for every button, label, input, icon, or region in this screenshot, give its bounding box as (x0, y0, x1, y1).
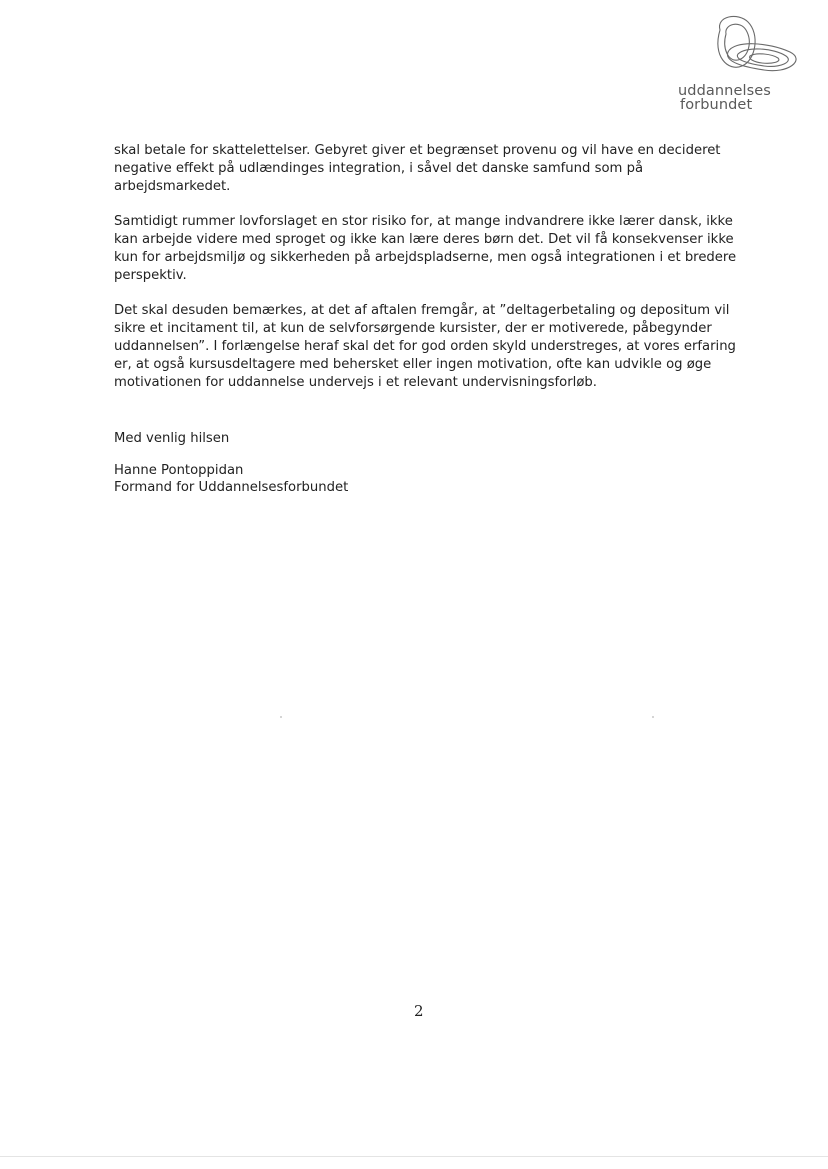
letter-body (114, 142, 754, 409)
signatory-title: Formand for Uddannelsesforbundet (114, 480, 349, 495)
signatory-name: Hanne Pontoppidan (114, 463, 244, 478)
uddannelsesforbundet-logo (672, 12, 802, 116)
paragraph-3: Det skal desuden bemærkes, at det af aftalen fremgår, at ”deltagerbetaling og depositum vil sikre et incitament til, at kun de selvforsørgende kursister, der er motiverede, påbegynder uddannelsen”. I forlængelse heraf skal det for god orden skyld understreges, at vores erfaring er, at også kursusdeltagere med behersket eller ingen motivation, ofte kan udvikle og øge motivationen for uddannelse undervejs i et relevant undervisningsforløb. (114, 303, 736, 390)
logo-text-line-2: forbundet (680, 97, 753, 113)
logo-swirl-icon (698, 12, 800, 84)
page-number: 2 (414, 1002, 424, 1020)
paragraph-1: skal betale for skattelettelser. Gebyret giver et begrænset provenu og vil have en decideret negative effekt på udlændinges integration, i såvel det danske samfund som på arbejdsmarkedet. (114, 143, 721, 194)
closing-greeting: Med venlig hilsen (114, 431, 230, 446)
letter-closing (114, 430, 348, 496)
logo-text-line-1: uddannelses (678, 83, 771, 99)
paragraph-2: Samtidigt rummer lovforslaget en stor risiko for, at mange indvandrere ikke lærer dansk, ikke kan arbejde videre med sproget og ikke kan lære deres børn det. Det vil få konsekvenser ikke kun for arbejdsmiljø og sikkerheden på arbejdspladserne, men også integrationen i et bredere perspektiv. (114, 214, 737, 283)
scan-edge-line (0, 1156, 828, 1157)
scan-speck (280, 716, 282, 718)
scan-speck (652, 716, 654, 718)
